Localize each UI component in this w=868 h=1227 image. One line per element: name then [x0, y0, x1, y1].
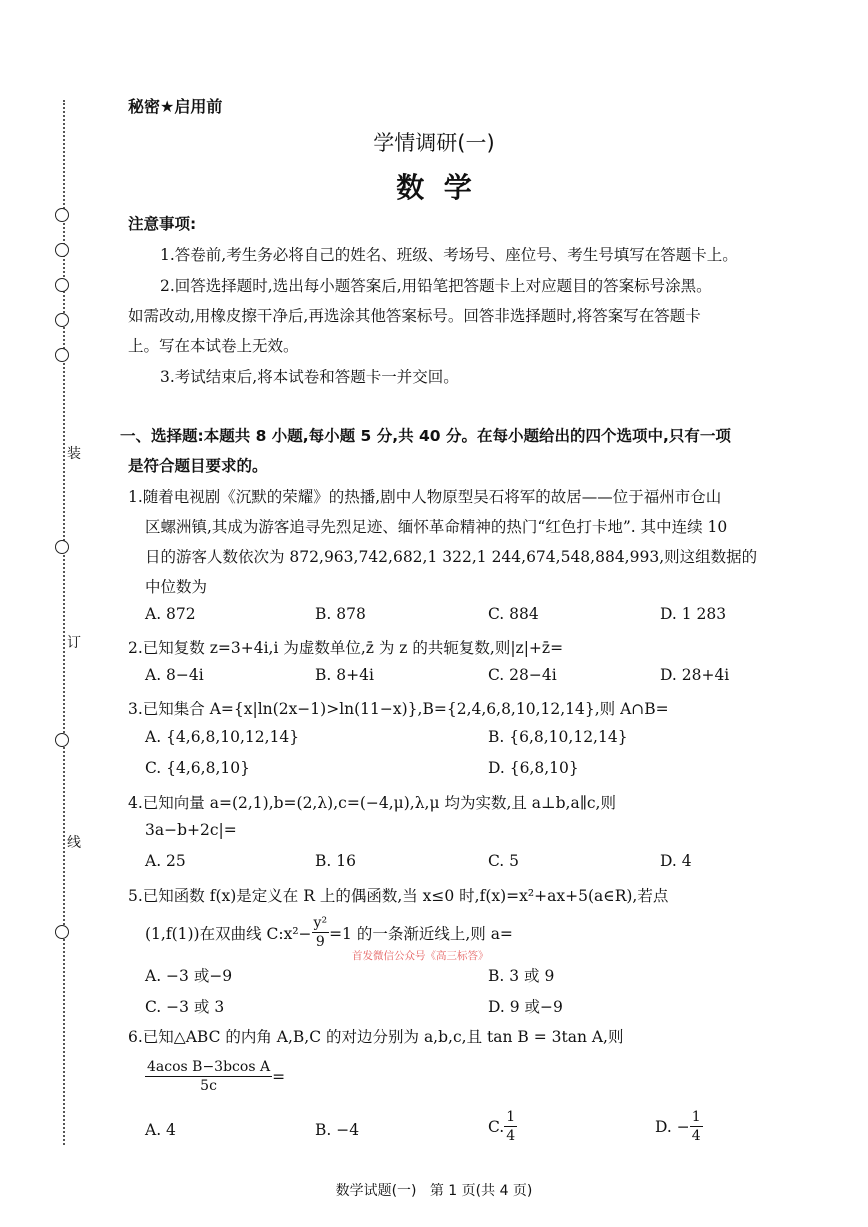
q1-option-c: C. 884: [488, 605, 539, 623]
section-heading-line-1: 一、选择题:本题共 8 小题,每小题 5 分,共 40 分。在每小题给出的四个选项中,只有一项: [120, 427, 731, 445]
q1-option-a: A. 872: [145, 605, 196, 623]
q6-option-c-denominator: 4: [506, 1128, 516, 1144]
binding-char: 装: [67, 446, 81, 462]
binding-hole: [55, 208, 69, 222]
secret-mark: 秘密★启用前: [128, 97, 223, 116]
binding-hole: [55, 278, 69, 292]
q3-stem: 3.已知集合 A={x|ln(2x−1)>ln(11−x)},B={2,4,6,8,10,12,14},则 A∩B=: [128, 700, 669, 718]
q6-stem-line-2: [145, 1058, 285, 1095]
q6-stem-line-1: 6.已知△ABC 的内角 A,B,C 的对边分别为 a,b,c,且 tan B = 3tan A,则: [128, 1028, 624, 1046]
q3-option-a: A. {4,6,8,10,12,14}: [145, 728, 300, 746]
q6-option-d-numerator: 1: [691, 1109, 701, 1125]
binding-hole: [55, 925, 69, 939]
binding-hole: [55, 348, 69, 362]
binding-hole: [55, 540, 69, 554]
binding-char: 订: [67, 635, 81, 651]
exam-title: 学情调研(一): [373, 131, 495, 155]
q5-stem-line-2: [145, 914, 513, 951]
q1-stem-line-3: 日的游客人数依次为 872,963,742,682,1 322,1 244,674,548,884,993,则这组数据的: [145, 548, 758, 566]
q6-option-d: [655, 1108, 703, 1145]
q4-option-b: B. 16: [315, 852, 356, 870]
q5-option-a: A. −3 或−9: [145, 967, 233, 985]
note-item-1: 1.答卷前,考生务必将自己的姓名、班级、考场号、座位号、考生号填写在答题卡上。: [160, 246, 738, 264]
q1-stem-line-4: 中位数为: [145, 578, 208, 596]
q5-stem-line-1: 5.已知函数 f(x)是定义在 R 上的偶函数,当 x≤0 时,f(x)=x²+ax+5(a∈R),若点: [128, 887, 669, 905]
note-item-2-line-3: 上。写在本试卷上无效。: [128, 337, 299, 355]
subject-title: 数 学: [396, 171, 472, 204]
q5-fraction-denominator: 9: [315, 934, 325, 950]
q5-fraction-numerator: y²: [313, 915, 328, 931]
q5-option-b: B. 3 或 9: [488, 967, 555, 985]
watermark-text: 首发微信公众号《高三标答》: [352, 950, 489, 962]
note-item-3: 3.考试结束后,将本试卷和答题卡一并交回。: [160, 368, 459, 386]
q6-option-c-numerator: 1: [506, 1109, 516, 1125]
q3-option-d: D. {6,8,10}: [488, 759, 579, 777]
q6-option-d-label: D. −: [655, 1117, 690, 1136]
q6-option-c-fraction: [504, 1108, 517, 1145]
q6-option-c: [488, 1108, 517, 1145]
q6-fraction: [145, 1058, 272, 1095]
q5-option-c: C. −3 或 3: [145, 998, 225, 1016]
binding-hole: [55, 243, 69, 257]
q5-option-d: D. 9 或−9: [488, 998, 563, 1016]
binding-hole: [55, 313, 69, 327]
q1-option-d: D. 1 283: [660, 605, 727, 623]
q2-option-a: A. 8−4i: [145, 666, 204, 684]
q1-stem-line-2: 区螺洲镇,其成为游客追寻先烈足迹、缅怀革命精神的热门“红色打卡地”. 其中连续 10: [145, 518, 728, 536]
binding-hole: [55, 733, 69, 747]
q6-fraction-numerator: 4acos B−3bcos A: [147, 1059, 271, 1075]
q5-stem-line-2-pre: (1,f(1))在双曲线 C:x²−: [145, 924, 312, 943]
q6-equals: =: [272, 1067, 286, 1086]
q5-fraction: [312, 914, 330, 951]
q4-option-c: C. 5: [488, 852, 520, 870]
q3-option-b: B. {6,8,10,12,14}: [488, 728, 628, 746]
q3-option-c: C. {4,6,8,10}: [145, 759, 250, 777]
q2-option-d: D. 28+4i: [660, 666, 730, 684]
q6-option-d-denominator: 4: [691, 1128, 701, 1144]
q6-fraction-denominator: 5c: [200, 1078, 217, 1094]
q6-option-b: B. −4: [315, 1121, 360, 1139]
notes-heading: 注意事项:: [128, 215, 197, 233]
note-item-2-line-1: 2.回答选择题时,选出每小题答案后,用铅笔把答题卡上对应题目的答案标号涂黑。: [160, 277, 712, 295]
q4-option-d: D. 4: [660, 852, 692, 870]
page-footer: 数学试题(一) 第 1 页(共 4 页): [335, 1183, 533, 1199]
q5-stem-line-2-post: =1 的一条渐近线上,则 a=: [329, 924, 513, 943]
binding-char: 线: [67, 835, 81, 851]
q6-option-d-fraction: [690, 1108, 703, 1145]
q4-stem-line-1: 4.已知向量 a=(2,1),b=(2,λ),c=(−4,μ),λ,μ 均为实数,且 a⊥b,a∥c,则: [128, 794, 616, 812]
q4-stem-line-2: 3a−b+2c|=: [145, 821, 237, 839]
note-item-2-line-2: 如需改动,用橡皮擦干净后,再选涂其他答案标号。回答非选择题时,将答案写在答题卡: [128, 307, 701, 325]
q2-option-c: C. 28−4i: [488, 666, 557, 684]
q6-option-a: A. 4: [145, 1121, 176, 1139]
q6-option-c-label: C.: [488, 1117, 505, 1136]
q1-stem-line-1: 1.随着电视剧《沉默的荣耀》的热播,剧中人物原型吴石将军的故居——位于福州市仓山: [128, 488, 722, 506]
q1-option-b: B. 878: [315, 605, 366, 623]
q2-option-b: B. 8+4i: [315, 666, 374, 684]
q2-stem: 2.已知复数 z=3+4i,i 为虚数单位,z̄ 为 z 的共轭复数,则|z|+z̄=: [128, 639, 564, 657]
q4-option-a: A. 25: [145, 852, 186, 870]
section-heading-line-2: 是符合题目要求的。: [128, 457, 268, 475]
